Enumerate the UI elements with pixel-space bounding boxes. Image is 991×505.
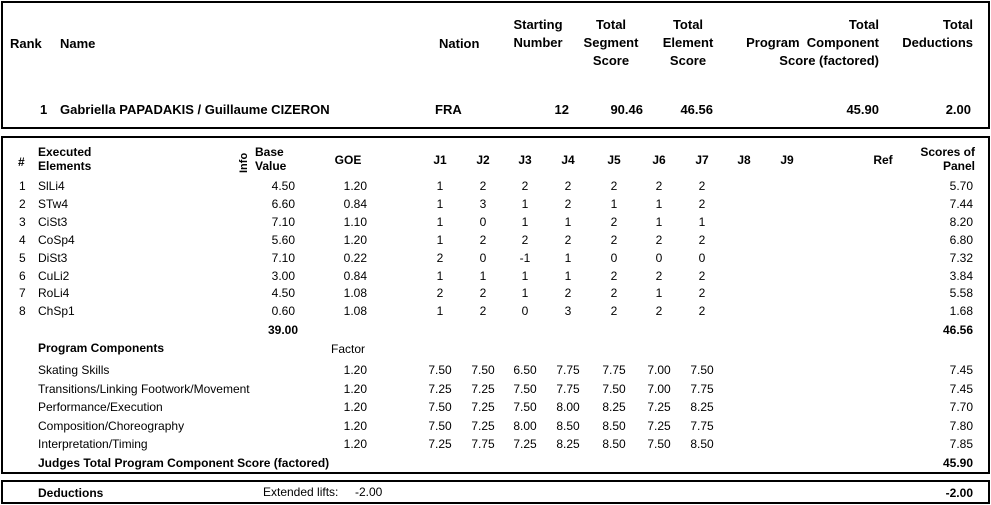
component-judge-score: 8.00 [513, 418, 537, 433]
col-j3-header: J3 [518, 153, 532, 167]
element-goe: 1.20 [343, 179, 367, 193]
component-judge-score: 7.50 [428, 400, 452, 415]
element-name: DiSt3 [38, 250, 68, 265]
element-judge-score: 2 [479, 286, 487, 301]
component-judge-score: 7.50 [471, 363, 495, 377]
element-judge-score: 2 [610, 179, 618, 193]
element-judge-score: 2 [655, 179, 663, 193]
element-name: RoLi4 [38, 286, 70, 301]
component-judge-score: 7.25 [513, 437, 537, 452]
element-name: CiSt3 [38, 214, 68, 229]
col-j6-header: J6 [652, 153, 666, 167]
element-panel-score: 5.58 [949, 286, 973, 301]
element-judge-score: 2 [610, 304, 618, 319]
header-total-pcs: Total Program Component Score (factored) [746, 17, 879, 68]
element-panel-score: 7.44 [949, 196, 973, 211]
element-judge-score: 2 [698, 286, 706, 301]
component-panel-score: 7.45 [949, 381, 973, 396]
element-judge-score: 2 [698, 196, 706, 211]
component-judge-score: 6.50 [513, 363, 537, 377]
element-judge-score: 1 [436, 304, 444, 319]
element-judge-score: 2 [564, 232, 572, 247]
elements-total-base: 39.00 [267, 323, 298, 337]
component-judge-score: 7.50 [513, 381, 537, 396]
header-total-element-score: Total Element Score [662, 17, 714, 68]
header-nation: Nation [439, 36, 480, 51]
element-goe: 1.08 [343, 286, 367, 301]
deductions-total: -2.00 [945, 486, 973, 500]
component-judge-score: 7.25 [428, 381, 452, 396]
component-judge-score: 7.00 [647, 381, 671, 396]
element-number: 5 [19, 250, 26, 265]
component-judge-score: 7.50 [513, 400, 537, 415]
element-judge-score: 1 [564, 214, 572, 229]
element-judge-score: 1 [436, 214, 444, 229]
element-judge-score: 2 [436, 286, 444, 301]
element-panel-score: 3.84 [949, 268, 973, 283]
element-judge-score: 2 [479, 179, 487, 193]
component-judge-score: 7.50 [428, 418, 452, 433]
component-factor: 1.20 [343, 418, 367, 433]
element-judge-score: 0 [610, 250, 618, 265]
component-panel-score: 7.80 [949, 418, 973, 433]
col-j4-header: J4 [561, 153, 575, 167]
element-judge-score: 2 [698, 304, 706, 319]
element-base-value: 7.10 [271, 250, 295, 265]
component-judge-score: 7.75 [556, 381, 580, 396]
component-name: Skating Skills [38, 363, 110, 377]
element-judge-score: 1 [610, 196, 618, 211]
element-name: STw4 [38, 196, 69, 211]
element-goe: 0.84 [343, 268, 367, 283]
skater-pcs: 45.90 [846, 102, 879, 117]
element-judge-score: 1 [564, 250, 572, 265]
element-number: 8 [19, 304, 26, 319]
element-goe: 1.08 [343, 304, 367, 319]
col-ref-header: Ref [873, 153, 893, 167]
element-judge-score: 1 [479, 268, 487, 283]
element-panel-score: 8.20 [949, 214, 973, 229]
component-panel-score: 7.70 [949, 400, 973, 415]
component-judge-score: 7.00 [647, 363, 671, 377]
element-judge-score: 1 [436, 232, 444, 247]
element-goe: 1.20 [343, 232, 367, 247]
component-judge-score: 8.25 [690, 400, 714, 415]
element-judge-score: 1 [698, 214, 706, 229]
element-goe: 1.10 [343, 214, 367, 229]
element-goe: 0.22 [343, 250, 367, 265]
deductions-box [1, 480, 990, 504]
skater-tss: 90.46 [610, 102, 643, 117]
header-rank: Rank [10, 36, 42, 51]
element-judge-score: 2 [698, 179, 706, 193]
skater-nation: FRA [435, 102, 462, 117]
program-components-title: Program Components [38, 341, 165, 355]
component-judge-score: 7.25 [428, 437, 452, 452]
element-judge-score: 2 [655, 304, 663, 319]
col-goe-header: GOE [334, 153, 362, 167]
element-name: ChSp1 [38, 304, 75, 319]
col-j8-header: J8 [737, 153, 751, 167]
element-number: 4 [19, 232, 26, 247]
component-judge-score: 7.50 [690, 363, 714, 377]
element-judge-score: 0 [479, 214, 487, 229]
col-scores-of-panel-header: Scores of Panel [920, 145, 975, 173]
element-name: SlLi4 [38, 179, 65, 193]
element-judge-score: 1 [564, 268, 572, 283]
component-judge-score: 8.50 [556, 418, 580, 433]
element-judge-score: 1 [655, 196, 663, 211]
element-judge-score: 1 [436, 196, 444, 211]
component-judge-score: 7.25 [647, 400, 671, 415]
element-number: 2 [19, 196, 26, 211]
component-factor: 1.20 [343, 437, 367, 452]
element-base-value: 0.60 [271, 304, 295, 319]
skater-tes: 46.56 [680, 102, 713, 117]
header-total-segment-score: Total Segment Score [583, 17, 639, 68]
component-name: Interpretation/Timing [38, 437, 148, 452]
component-judge-score: 8.50 [602, 418, 626, 433]
header-total-deductions: Total Deductions [902, 17, 973, 50]
col-j1-header: J1 [433, 153, 447, 167]
skater-starting-number: 12 [554, 102, 569, 117]
score-detail-box [1, 136, 990, 474]
element-judge-score: 2 [521, 232, 529, 247]
component-judge-score: 7.75 [602, 363, 626, 377]
element-judge-score: 2 [610, 214, 618, 229]
element-judge-score: 1 [521, 214, 529, 229]
component-judge-score: 7.50 [602, 381, 626, 396]
component-judge-score: 7.50 [647, 437, 671, 452]
element-judge-score: 1 [655, 286, 663, 301]
element-panel-score: 6.80 [949, 232, 973, 247]
element-panel-score: 7.32 [949, 250, 973, 265]
component-judge-score: 7.75 [690, 381, 714, 396]
element-judge-score: 2 [610, 268, 618, 283]
elements-total-score: 46.56 [942, 323, 973, 337]
component-judge-score: 7.75 [690, 418, 714, 433]
element-judge-score: 2 [655, 232, 663, 247]
element-judge-score: 1 [436, 268, 444, 283]
col-j2-header: J2 [476, 153, 490, 167]
factor-header: Factor [331, 342, 366, 356]
component-judge-score: 8.50 [690, 437, 714, 452]
element-name: CoSp4 [38, 232, 75, 247]
element-judge-score: 0 [521, 304, 529, 319]
component-name: Composition/Choreography [38, 418, 185, 433]
element-judge-score: 2 [521, 179, 529, 193]
element-judge-score: 1 [521, 286, 529, 301]
component-judge-score: 7.75 [556, 363, 580, 377]
element-base-value: 4.50 [271, 179, 295, 193]
element-judge-score: 1 [436, 179, 444, 193]
element-name: CuLi2 [38, 268, 70, 283]
element-base-value: 3.00 [271, 268, 295, 283]
component-factor: 1.20 [343, 363, 367, 377]
element-judge-score: 2 [564, 196, 572, 211]
element-judge-score: 0 [698, 250, 706, 265]
component-name: Performance/Execution [38, 400, 163, 415]
component-judge-score: 8.50 [602, 437, 626, 452]
element-judge-score: 1 [521, 268, 529, 283]
element-judge-score: 3 [479, 196, 487, 211]
element-base-value: 4.50 [271, 286, 295, 301]
component-factor: 1.20 [343, 400, 367, 415]
col-j9-header: J9 [780, 153, 794, 167]
component-panel-score: 7.85 [949, 437, 973, 452]
component-name: Transitions/Linking Footwork/Movement [38, 381, 250, 396]
col-info-header: Info [238, 152, 250, 173]
col-number-header: # [18, 155, 25, 169]
col-j5-header: J5 [607, 153, 621, 167]
pcs-total-label: Judges Total Program Component Score (factored) [38, 456, 330, 470]
col-j7-header: J7 [695, 153, 709, 167]
element-judge-score: 2 [479, 232, 487, 247]
element-judge-score: 2 [610, 232, 618, 247]
element-judge-score: 2 [698, 232, 706, 247]
deduction-item-value: -2.00 [355, 485, 383, 499]
component-judge-score: 7.25 [471, 418, 495, 433]
element-judge-score: 2 [564, 286, 572, 301]
element-panel-score: 5.70 [949, 179, 973, 193]
element-base-value: 5.60 [271, 232, 295, 247]
component-judge-score: 8.25 [602, 400, 626, 415]
component-judge-score: 7.25 [647, 418, 671, 433]
element-judge-score: -1 [519, 250, 531, 265]
element-goe: 0.84 [343, 196, 367, 211]
skater-deductions: 2.00 [945, 102, 971, 117]
element-number: 1 [19, 179, 26, 193]
component-judge-score: 8.00 [556, 400, 580, 415]
skater-name: Gabriella PAPADAKIS / Guillaume CIZERON [60, 102, 330, 117]
element-judge-score: 2 [655, 268, 663, 283]
deduction-item-label: Extended lifts: [263, 485, 339, 499]
element-judge-score: 1 [655, 214, 663, 229]
component-judge-score: 7.75 [471, 437, 495, 452]
element-judge-score: 2 [698, 268, 706, 283]
element-panel-score: 1.68 [949, 304, 973, 319]
element-judge-score: 2 [610, 286, 618, 301]
element-judge-score: 2 [479, 304, 487, 319]
pcs-total-score: 45.90 [942, 456, 973, 470]
skater-summary-box [1, 1, 990, 129]
element-judge-score: 0 [479, 250, 487, 265]
element-judge-score: 2 [564, 179, 572, 193]
component-judge-score: 7.25 [471, 381, 495, 396]
col-base-value-header: Base Value [255, 145, 287, 173]
component-judge-score: 7.25 [471, 400, 495, 415]
element-base-value: 7.10 [271, 214, 295, 229]
col-executed-elements-header: Executed Elements [38, 145, 92, 173]
element-number: 6 [19, 268, 26, 283]
header-name: Name [60, 36, 96, 51]
element-number: 7 [19, 286, 26, 301]
element-base-value: 6.60 [271, 196, 295, 211]
component-panel-score: 7.45 [949, 363, 973, 377]
element-number: 3 [19, 214, 26, 229]
element-judge-score: 0 [655, 250, 663, 265]
component-judge-score: 7.50 [428, 363, 452, 377]
component-judge-score: 8.25 [556, 437, 580, 452]
element-judge-score: 3 [564, 304, 572, 319]
skater-rank: 1 [40, 102, 48, 117]
element-judge-score: 2 [436, 250, 444, 265]
component-factor: 1.20 [343, 381, 367, 396]
element-judge-score: 1 [521, 196, 529, 211]
header-starting-number: Starting Number [513, 17, 563, 50]
deductions-label: Deductions [38, 486, 104, 500]
